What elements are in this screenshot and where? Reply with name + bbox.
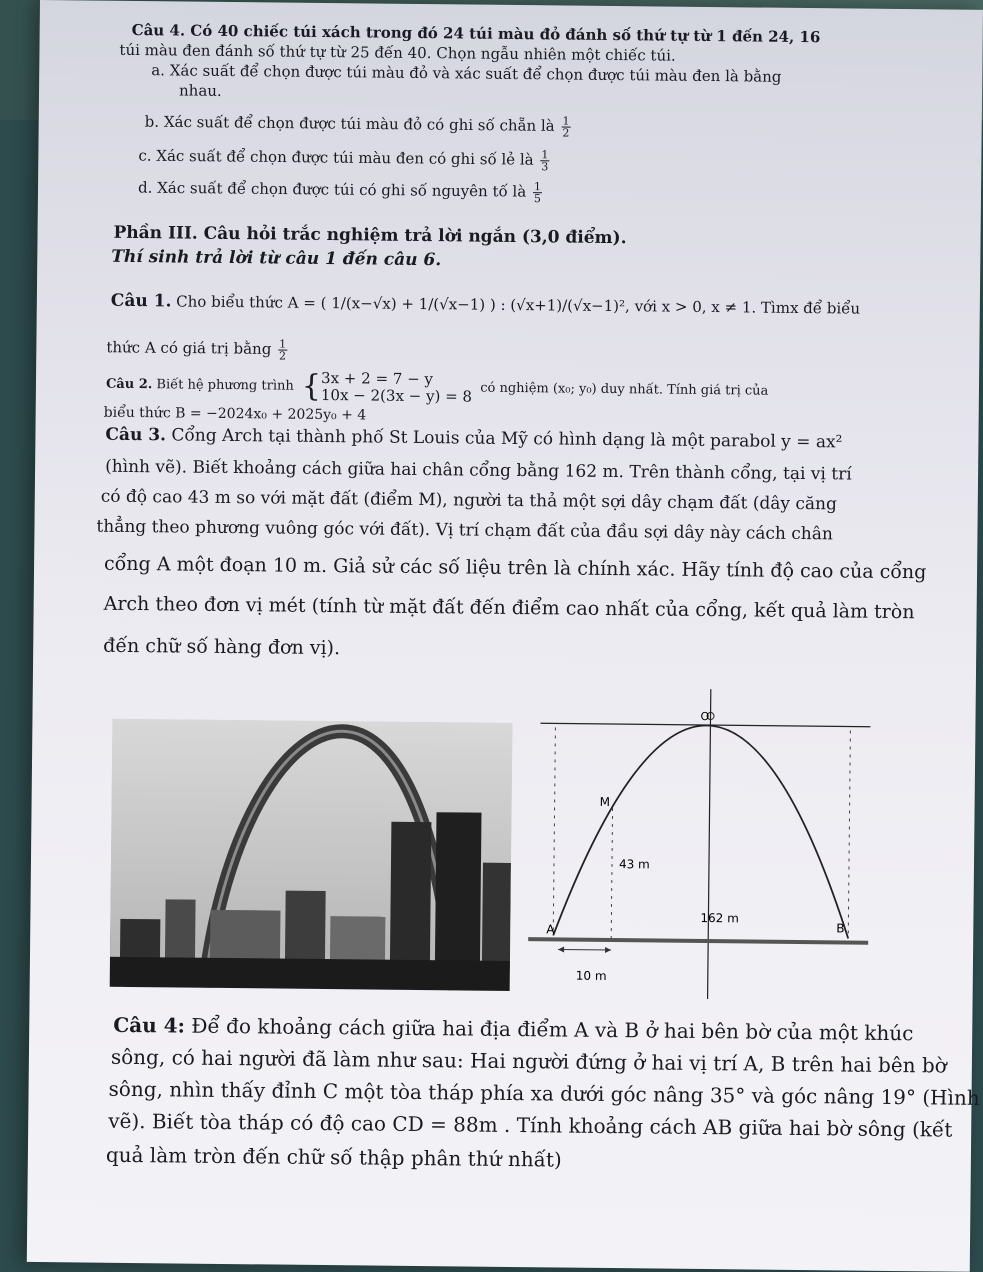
q4-b-text: b. Xác suất để chọn được túi màu đỏ có ghi số chẵn là — [144, 112, 555, 135]
q4-d-den: 5 — [533, 192, 541, 206]
q4b-line2: sông, có hai người đã làm như sau: Hai người đứng ở hai vị trí A, B trên hai bên bờ — [110, 1044, 947, 1078]
q4-c-text: c. Xác suất để chọn được túi màu đen có ghi số lẻ là — [138, 146, 534, 169]
q4-option-b — [145, 111, 573, 138]
q1-line2 — [106, 337, 289, 362]
q3-line4: thẳng theo phương vuông góc với đất). Vị trí chạm đất của đầu sợi dây này cách chân — [96, 516, 833, 545]
label-m: M — [599, 794, 611, 810]
q2-line1 — [106, 367, 769, 409]
q4-c-fraction — [540, 149, 549, 172]
q1-den: 2 — [278, 349, 287, 363]
label-o: O — [700, 709, 710, 724]
arch-photo — [110, 719, 513, 991]
q4-c-den: 3 — [541, 160, 549, 174]
q4-d-num: 1 — [533, 180, 542, 194]
q3-line2: (hình vẽ). Biết khoảng cách giữa hai chân cổng bằng 162 m. Trên thành cổng, tại vị trí — [105, 456, 852, 485]
part3-subtitle: Thí sinh trả lời từ câu 1 đến câu 6. — [111, 246, 442, 271]
q2-system — [302, 369, 473, 406]
q3-line7: đến chữ số hàng đơn vị). — [103, 634, 341, 660]
q1-line2-text: thức A có giá trị bằng — [106, 338, 272, 358]
q3-line5: cổng A một đoạn 10 m. Giả sử các số liệu trên là chính xác. Hãy tính độ cao của cổng — [103, 552, 927, 584]
q4b-line1 — [113, 1013, 913, 1045]
q4-a-line2: nhau. — [178, 81, 222, 100]
arch-photo-illustration — [110, 719, 513, 991]
vertical-axis-line — [708, 689, 711, 999]
label-b: B — [836, 921, 845, 936]
worksheet-page — [27, 0, 983, 1272]
q4-c-num: 1 — [541, 148, 549, 162]
q4b-line4: vẽ). Biết tòa tháp có độ cao CD = 88m . Tính khoảng cách AB giữa hai bờ sông (kết — [108, 1108, 953, 1142]
q1-line1 — [111, 291, 860, 319]
q4-b-den: 2 — [562, 126, 570, 140]
q4-option-c — [138, 145, 551, 172]
q4-d-fraction — [533, 181, 542, 204]
q2-line2: biểu thức B = −2024x₀ + 2025y₀ + 4 — [103, 404, 367, 424]
part3-title: Phần III. Câu hỏi trắc nghiệm trả lời ngắn (3,0 điểm). — [113, 222, 627, 249]
dash-left — [553, 727, 555, 935]
q1-fraction — [278, 339, 287, 362]
q4b-line5: quả làm tròn đến chữ số thập phân thứ nhất) — [105, 1142, 562, 1172]
q4-d-text: d. Xác suất để chọn được túi có ghi số nguyên tố là — [137, 178, 527, 201]
q3-line1-text: Cổng Arch tại thành phố St Louis của Mỹ có hình dạng là một parabol y = ax² — [171, 425, 843, 453]
q4b-line1-text: Để đo khoảng cách giữa hai địa điểm A và B ở hai bên bờ của một khúc — [191, 1013, 914, 1046]
q3-line1 — [105, 425, 842, 453]
q4b-line3: sông, nhìn thấy đỉnh C một tòa tháp phía xa dưới góc nâng 35° và góc nâng 19° (Hình — [108, 1076, 980, 1110]
label-width: 162 m — [700, 910, 739, 926]
q2-eq2: 10x − 2(3x − y) = 8 — [320, 385, 473, 406]
dash-m — [611, 808, 612, 940]
parabola-curve — [553, 724, 850, 939]
q4-line1: Câu 4. Có 40 chiếc túi xách trong đó 24 túi màu đỏ đánh số thứ tự từ 1 đến 24, 16 — [131, 20, 821, 47]
q1-num: 1 — [279, 337, 287, 351]
q2-text-a: Biết hệ phương trình — [156, 377, 294, 394]
label-height: 43 m — [618, 857, 650, 872]
q4-b-num: 1 — [562, 114, 570, 128]
q4-line2: túi màu đen đánh số thứ tự từ 25 đến 40. Chọn ngẫu nhiên một chiếc túi. — [119, 40, 676, 65]
q3-label: Câu 3. — [105, 424, 167, 446]
q3-line3: có độ cao 43 m so với mặt đất (điểm M), người ta thả một sợi dây chạm đất (dây căng — [100, 486, 838, 515]
q4-b-fraction — [561, 115, 570, 138]
q4-a-line1: a. Xác suất để chọn được túi màu đỏ và xác suất để chọn được túi màu đen là bằng — [151, 61, 782, 86]
offset-arrow — [558, 949, 611, 950]
q2-equations — [321, 369, 472, 405]
q2-text-b: có nghiệm (x₀; y₀) duy nhất. Tính giá trị của — [480, 380, 769, 399]
dash-right — [848, 731, 850, 939]
q4b-label: Câu 4: — [113, 1012, 186, 1038]
parabola-diagram — [517, 687, 880, 1011]
label-a: A — [546, 922, 555, 937]
q4-option-d — [138, 177, 544, 204]
q2-label: Câu 2. — [105, 376, 153, 393]
q1-label: Câu 1. — [110, 290, 172, 312]
q2-eq1: 3x + 2 = 7 − y — [320, 368, 434, 388]
q1-text: Cho biểu thức A = ( 1/(x−√x) + 1/(√x−1) ) : (√x+1)/(√x−1)², với x > 0, x ≠ 1. Tìmx để biểu — [176, 292, 861, 318]
parabola-svg — [517, 687, 880, 1011]
q3-line6: Arch theo đơn vị mét (tính từ mặt đất đến điểm cao nhất của cổng, kết quả làm tròn — [103, 592, 915, 624]
q2-brace: { — [301, 368, 322, 404]
ground-line — [528, 939, 868, 943]
label-offset: 10 m — [575, 968, 607, 983]
